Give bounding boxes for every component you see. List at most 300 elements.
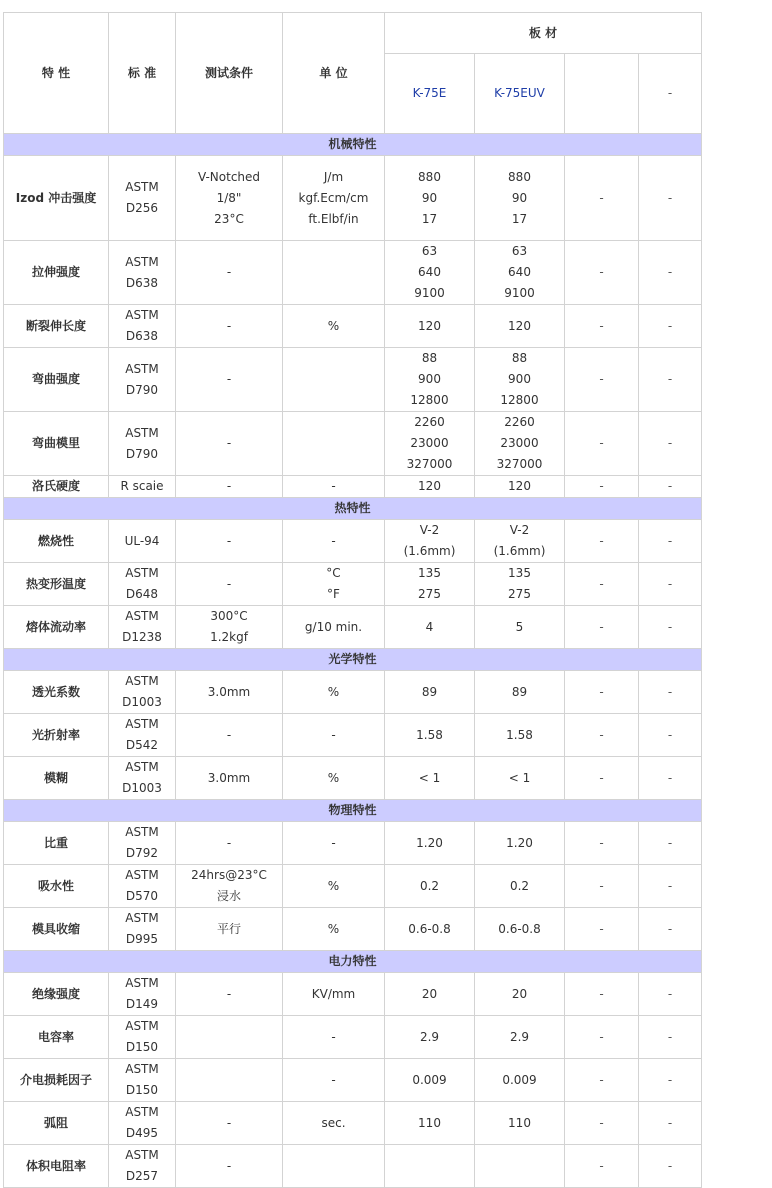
standard-cell-line: D256 [125, 201, 159, 215]
value-k75euv-line: 120 [508, 318, 531, 333]
property-name: 燃烧性 [4, 520, 109, 563]
value-k75euv [475, 412, 565, 476]
standard-cell-line: D1003 [122, 695, 162, 709]
value-k75e-line: 640 [418, 265, 441, 279]
value-empty-3: - [565, 1145, 639, 1188]
standard-cell-line: D150 [125, 1083, 159, 1097]
value-k75euv-line: < 1 [508, 770, 531, 785]
standard-cell [109, 241, 176, 305]
value-k75e-line: 2260 [414, 415, 445, 429]
standard-cell-line: ASTM [125, 180, 159, 194]
value-empty-3: - [565, 1102, 639, 1145]
value-k75e [385, 973, 475, 1016]
value-empty-3: - [565, 1059, 639, 1102]
unit-cell [283, 520, 385, 563]
value-empty-3: - [565, 412, 639, 476]
table-row [4, 241, 702, 305]
table-row [4, 714, 702, 757]
standard-cell [109, 520, 176, 563]
value-k75euv-line: 640 [508, 265, 531, 279]
value-k75euv-line: 120 [508, 479, 531, 493]
unit-cell-line: - [331, 479, 336, 493]
value-k75euv [475, 241, 565, 305]
standard-cell-line: D648 [125, 587, 159, 601]
value-k75euv-line: 0.6-0.8 [498, 921, 541, 936]
standard-cell [109, 348, 176, 412]
standard-cell-line: ASTM [125, 566, 159, 580]
standard-cell-line: D257 [125, 1169, 159, 1183]
grade-4: - [639, 54, 702, 134]
unit-cell [283, 1016, 385, 1059]
standard-cell [109, 757, 176, 800]
unit-cell [283, 606, 385, 649]
grade-3 [565, 54, 639, 134]
unit-cell [283, 1145, 385, 1188]
property-name: 体积电阻率 [4, 1145, 109, 1188]
standard-cell-line: D638 [125, 329, 159, 343]
table-row [4, 1145, 702, 1188]
standard-cell-line: ASTM [125, 1105, 159, 1119]
value-empty-3: - [565, 563, 639, 606]
unit-cell [283, 908, 385, 951]
value-k75euv-line: 88 [511, 351, 528, 365]
grade-2: K-75EUV [475, 54, 565, 134]
value-k75euv [475, 671, 565, 714]
property-name: 弯曲模里 [4, 412, 109, 476]
condition-cell-line: 300°C [210, 609, 248, 623]
value-empty-4: - [639, 1016, 702, 1059]
value-empty-3: - [565, 1016, 639, 1059]
value-k75e-line: 0.009 [412, 1072, 447, 1087]
value-empty-4: - [639, 606, 702, 649]
condition-cell-line: 23°C [214, 211, 244, 226]
value-k75e [385, 305, 475, 348]
condition-cell [176, 305, 283, 348]
value-k75e-line: (1.6mm) [403, 544, 456, 558]
unit-cell-line: % [327, 684, 340, 699]
value-k75e-line: 63 [421, 244, 438, 258]
condition-cell-line: 24hrs@23°C [191, 868, 267, 882]
condition-cell-line: - [226, 265, 232, 279]
value-k75euv-line: (1.6mm) [493, 544, 546, 558]
property-name: 绝缘强度 [4, 973, 109, 1016]
value-k75e [385, 1059, 475, 1102]
standard-cell-line: D1003 [122, 781, 162, 795]
property-name: Izod 冲击强度 [4, 156, 109, 241]
value-k75euv [475, 606, 565, 649]
value-empty-3: - [565, 606, 639, 649]
value-k75euv-line: V-2 [509, 523, 530, 537]
table-row [4, 822, 702, 865]
table-row [4, 973, 702, 1016]
value-k75e [385, 348, 475, 412]
unit-cell [283, 476, 385, 498]
value-empty-3: - [565, 241, 639, 305]
value-k75euv-line: 2260 [504, 415, 535, 429]
unit-cell-line: % [327, 318, 340, 333]
value-k75euv-line: 275 [508, 587, 531, 601]
condition-cell-line: - [226, 479, 232, 493]
table-row [4, 606, 702, 649]
condition-cell-line: - [226, 986, 232, 1001]
value-k75euv [475, 1102, 565, 1145]
value-k75euv [475, 973, 565, 1016]
value-k75euv-line: 90 [511, 190, 528, 205]
standard-cell-line: ASTM [125, 760, 159, 774]
condition-cell [176, 348, 283, 412]
property-name: 介电损耗因子 [4, 1059, 109, 1102]
property-name: 拉伸强度 [4, 241, 109, 305]
condition-cell [176, 757, 283, 800]
unit-cell [283, 865, 385, 908]
value-k75euv [475, 714, 565, 757]
property-name: 洛氏硬度 [4, 476, 109, 498]
condition-cell [176, 1059, 283, 1102]
unit-cell [283, 973, 385, 1016]
standard-cell [109, 156, 176, 241]
value-empty-3: - [565, 714, 639, 757]
value-k75e-line: V-2 [419, 523, 440, 537]
standard-cell-line: ASTM [125, 825, 159, 839]
condition-cell-line: - [226, 576, 232, 591]
condition-cell [176, 908, 283, 951]
value-empty-4: - [639, 908, 702, 951]
standard-cell-line: D792 [125, 846, 159, 860]
standard-cell [109, 1016, 176, 1059]
unit-cell-line: - [331, 1072, 336, 1087]
standard-cell [109, 412, 176, 476]
standard-cell [109, 1145, 176, 1188]
standard-cell [109, 973, 176, 1016]
value-k75e-line: 88 [421, 351, 438, 365]
value-k75e-line: 1.20 [416, 835, 443, 850]
standard-cell-line: ASTM [125, 254, 159, 269]
standard-cell-line: ASTM [125, 868, 159, 882]
value-k75e [385, 714, 475, 757]
unit-cell-line: ft.Elbf/in [308, 211, 359, 226]
section-title: 电力特性 [4, 951, 702, 973]
value-k75e-line: 0.2 [419, 878, 440, 893]
value-k75euv [475, 865, 565, 908]
property-name: 弯曲强度 [4, 348, 109, 412]
standard-cell-line: D149 [125, 997, 159, 1011]
standard-cell-line: ASTM [125, 1062, 159, 1076]
property-name: 透光系数 [4, 671, 109, 714]
value-k75euv [475, 305, 565, 348]
condition-cell [176, 671, 283, 714]
standard-cell [109, 822, 176, 865]
condition-cell-line: - [226, 436, 232, 450]
value-k75e-line: 275 [418, 587, 441, 601]
value-k75e [385, 757, 475, 800]
table-row [4, 908, 702, 951]
unit-cell-line: g/10 min. [304, 619, 363, 634]
condition-cell-line: - [226, 835, 232, 850]
unit-cell-line: % [327, 878, 340, 893]
condition-cell [176, 241, 283, 305]
property-name: 电容率 [4, 1016, 109, 1059]
table-row [4, 1016, 702, 1059]
value-empty-3: - [565, 520, 639, 563]
value-k75euv-line: 9100 [504, 286, 535, 300]
value-k75euv-line: 327000 [496, 457, 543, 471]
standard-cell-line: ASTM [125, 911, 159, 925]
table-row [4, 476, 702, 498]
condition-cell [176, 865, 283, 908]
condition-cell [176, 412, 283, 476]
unit-cell-line: - [331, 533, 336, 548]
table-row [4, 671, 702, 714]
unit-cell [283, 671, 385, 714]
spec-table [3, 12, 702, 1188]
table-row [4, 865, 702, 908]
unit-cell [283, 305, 385, 348]
value-k75e-line: 327000 [406, 457, 453, 471]
value-k75e-line: 89 [421, 684, 438, 699]
value-k75euv-line: 110 [508, 1115, 531, 1130]
value-empty-3: - [565, 476, 639, 498]
standard-cell-line: R scaie [120, 479, 164, 493]
value-k75e-line: 23000 [410, 436, 449, 450]
value-k75euv [475, 156, 565, 241]
value-empty-4: - [639, 714, 702, 757]
value-empty-4: - [639, 520, 702, 563]
standard-cell-line: D995 [125, 932, 159, 946]
standard-cell [109, 865, 176, 908]
condition-cell-line: - [226, 1158, 232, 1173]
property-name: 比重 [4, 822, 109, 865]
condition-cell-line: - [226, 318, 232, 333]
unit-cell [283, 1059, 385, 1102]
standard-cell-line: D1238 [122, 630, 162, 644]
standard-cell-line: D638 [125, 275, 159, 290]
value-empty-4: - [639, 1102, 702, 1145]
unit-cell-line: - [331, 835, 336, 850]
table-row [4, 757, 702, 800]
unit-cell-line: - [331, 727, 336, 742]
standard-cell [109, 671, 176, 714]
condition-cell [176, 714, 283, 757]
standard-cell-line: ASTM [125, 425, 159, 440]
condition-cell-line: 1/8" [216, 190, 242, 205]
value-k75euv [475, 1145, 565, 1188]
value-k75euv-line: 0.2 [509, 878, 530, 893]
table-row [4, 520, 702, 563]
value-k75euv [475, 476, 565, 498]
value-k75euv-line: 5 [515, 619, 524, 634]
value-empty-3: - [565, 822, 639, 865]
unit-cell [283, 1102, 385, 1145]
section-title: 热特性 [4, 498, 702, 520]
condition-cell-line: - [226, 372, 232, 386]
standard-cell-line: ASTM [125, 361, 159, 376]
condition-cell [176, 606, 283, 649]
value-k75e-line: 2.9 [419, 1029, 440, 1044]
value-empty-4: - [639, 1059, 702, 1102]
header-condition: 测试条件 [176, 13, 283, 134]
standard-cell [109, 606, 176, 649]
standard-cell-line: D570 [125, 889, 159, 903]
standard-cell-line: ASTM [125, 717, 159, 731]
header-property: 特 性 [4, 13, 109, 134]
value-k75euv [475, 908, 565, 951]
standard-cell [109, 1059, 176, 1102]
value-k75e-line: 880 [418, 169, 441, 184]
standard-cell-line: D542 [125, 738, 159, 752]
property-name: 模糊 [4, 757, 109, 800]
section-title: 物理特性 [4, 800, 702, 822]
value-k75e-line: 900 [418, 372, 441, 386]
unit-cell [283, 563, 385, 606]
unit-cell [283, 714, 385, 757]
value-k75euv-line: 12800 [500, 393, 539, 407]
value-empty-4: - [639, 156, 702, 241]
value-k75e [385, 1145, 475, 1188]
value-empty-3: - [565, 973, 639, 1016]
value-k75e-line: 17 [421, 211, 438, 226]
value-k75e-line: 12800 [410, 393, 449, 407]
value-k75euv-line: 0.009 [502, 1072, 537, 1087]
value-k75euv-line: 135 [508, 566, 531, 580]
value-k75euv-line: 23000 [500, 436, 539, 450]
value-k75e [385, 822, 475, 865]
unit-cell-line: % [327, 921, 340, 936]
table-row [4, 156, 702, 241]
grade-1: K-75E [385, 54, 475, 134]
standard-cell-line: D790 [125, 446, 159, 461]
value-empty-4: - [639, 305, 702, 348]
standard-cell-line: ASTM [125, 1019, 159, 1033]
table-row [4, 412, 702, 476]
value-k75e-line: 1.58 [416, 727, 443, 742]
section-title: 光学特性 [4, 649, 702, 671]
property-name: 熔体流动率 [4, 606, 109, 649]
value-empty-4: - [639, 476, 702, 498]
value-k75e [385, 671, 475, 714]
standard-cell-line: ASTM [125, 1148, 159, 1162]
value-k75euv-line: 63 [511, 244, 528, 258]
value-k75euv [475, 520, 565, 563]
value-k75euv [475, 822, 565, 865]
condition-cell [176, 520, 283, 563]
standard-cell-line: ASTM [125, 976, 159, 990]
value-empty-3: - [565, 156, 639, 241]
condition-cell-line: 1.2kgf [210, 630, 248, 644]
condition-cell [176, 1102, 283, 1145]
standard-cell-line: ASTM [125, 674, 159, 688]
table-row [4, 1059, 702, 1102]
value-empty-3: - [565, 865, 639, 908]
property-name: 弧阻 [4, 1102, 109, 1145]
unit-cell-line: J/m [323, 169, 344, 184]
value-empty-4: - [639, 412, 702, 476]
value-k75e [385, 476, 475, 498]
unit-cell [283, 757, 385, 800]
header-group: 板 材 [385, 13, 702, 54]
value-k75euv [475, 757, 565, 800]
condition-cell [176, 476, 283, 498]
value-empty-4: - [639, 757, 702, 800]
value-k75e-line: 9100 [414, 286, 445, 300]
standard-cell [109, 305, 176, 348]
unit-cell-line: KV/mm [311, 986, 356, 1001]
value-empty-4: - [639, 671, 702, 714]
value-k75e [385, 865, 475, 908]
value-k75e-line: 120 [418, 318, 441, 333]
value-k75e-line: < 1 [418, 770, 441, 785]
value-k75e [385, 606, 475, 649]
value-k75e-line: 90 [421, 190, 438, 205]
value-k75e [385, 241, 475, 305]
unit-cell-line: % [327, 770, 340, 785]
value-k75euv-line: 2.9 [509, 1029, 530, 1044]
condition-cell [176, 1145, 283, 1188]
value-k75e [385, 156, 475, 241]
standard-cell-line: UL-94 [124, 533, 160, 548]
value-k75e [385, 1016, 475, 1059]
condition-cell-line: 3.0mm [207, 770, 251, 785]
header-unit: 单 位 [283, 13, 385, 134]
value-k75euv-line: 880 [508, 169, 531, 184]
value-empty-4: - [639, 822, 702, 865]
value-k75euv-line: 20 [511, 986, 528, 1001]
condition-cell [176, 822, 283, 865]
value-k75e [385, 1102, 475, 1145]
unit-cell-line: °C [326, 566, 341, 580]
value-k75e [385, 520, 475, 563]
standard-cell [109, 1102, 176, 1145]
unit-cell-line: - [331, 1029, 336, 1044]
standard-cell [109, 563, 176, 606]
value-k75euv-line: 1.58 [506, 727, 533, 742]
condition-cell [176, 156, 283, 241]
property-name: 模具收缩 [4, 908, 109, 951]
value-k75e [385, 563, 475, 606]
unit-cell [283, 348, 385, 412]
value-k75e-line: 20 [421, 986, 438, 1001]
value-k75euv [475, 1059, 565, 1102]
standard-cell-line: D790 [125, 382, 159, 397]
value-empty-4: - [639, 865, 702, 908]
value-empty-4: - [639, 241, 702, 305]
condition-cell-line: - [226, 1115, 232, 1130]
value-k75e-line: 135 [418, 566, 441, 580]
condition-cell [176, 973, 283, 1016]
value-empty-4: - [639, 973, 702, 1016]
standard-cell-line: ASTM [125, 308, 159, 322]
condition-cell-line: 3.0mm [207, 684, 251, 699]
standard-cell [109, 714, 176, 757]
standard-cell-line: ASTM [125, 609, 159, 623]
property-name: 光折射率 [4, 714, 109, 757]
value-k75euv [475, 1016, 565, 1059]
value-empty-4: - [639, 563, 702, 606]
section-title: 机械特性 [4, 134, 702, 156]
value-k75euv-line: 17 [511, 211, 528, 226]
condition-cell-line: 平行 [216, 921, 241, 936]
condition-cell [176, 1016, 283, 1059]
table-row [4, 563, 702, 606]
unit-cell-line: sec. [321, 1115, 346, 1130]
property-name: 热变形温度 [4, 563, 109, 606]
standard-cell-line: D495 [125, 1126, 159, 1140]
value-empty-3: - [565, 348, 639, 412]
value-k75euv-line: 89 [511, 684, 528, 699]
value-k75e [385, 908, 475, 951]
unit-cell [283, 241, 385, 305]
condition-cell-line: - [226, 533, 232, 548]
unit-cell-line: kgf.Ecm/cm [298, 190, 369, 205]
